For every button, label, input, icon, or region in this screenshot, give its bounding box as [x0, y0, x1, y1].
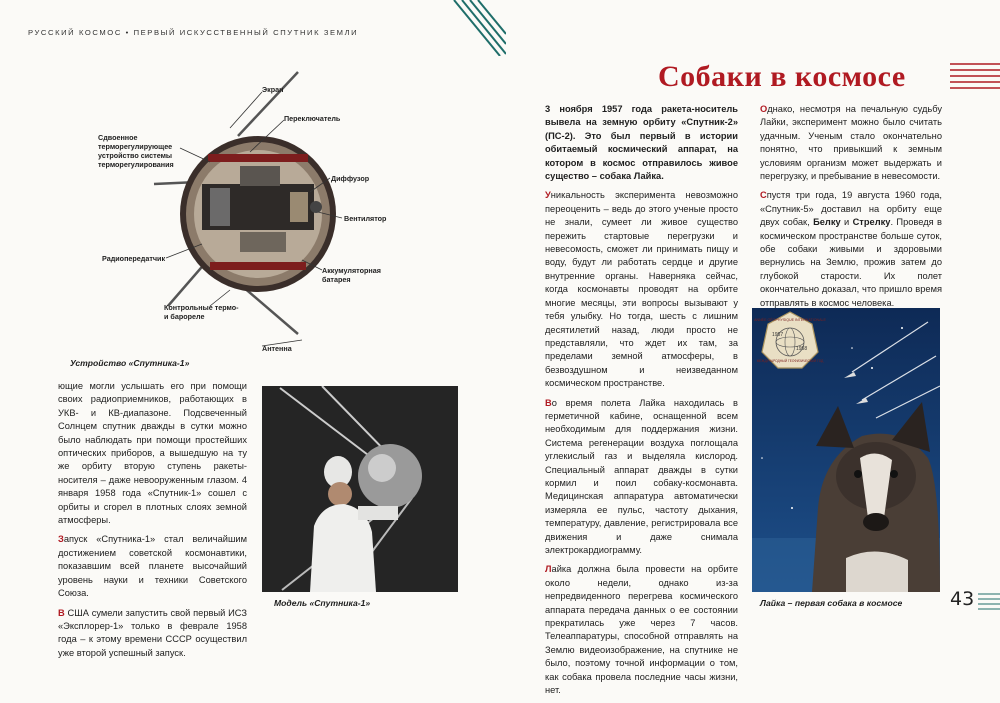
page-number: 43	[950, 588, 975, 610]
label-termoregulyatory: Сдвоенное терморегулирующее устройство системы терморегулирования	[98, 133, 174, 169]
photo-caption: Модель «Спутника-1»	[274, 598, 371, 608]
column-3	[760, 103, 942, 316]
label-pereklyuchatel: Переключатель	[284, 114, 341, 123]
poster-caption: Лайка – первая собака в космосе	[760, 598, 903, 608]
col1-paragraph: В США сумели запустить свой первый ИСЗ «Эксплорер-1» только в феврале 1958 года – к этому времени СССР осуществил уже второй успешный запуск.	[58, 607, 247, 658]
label-ventilyator: Вентилятор	[344, 214, 387, 223]
laika-poster	[752, 308, 940, 592]
lead-paragraph: 3 ноября 1957 года ракета-носитель вывела на земную орбиту «Спутник-2» (ПС-2). Это был первый в истории обитаемый космический аппарат, на котором в космос отправилось живое существо – собака Лайка.	[545, 104, 738, 182]
col3-paragraph: Однако, несмотря на печальную судьбу Лайки, эксперимент можно было считать удачным. Ученым стало окончательно понятно, что привыкший к земным условиям организм может выдержать и перегрузку, и пребывание в невесомости.	[760, 104, 942, 182]
badge-bottom-text: МЕЖДУНАРОДНЫЙ ГЕОФИЗИЧЕСКИЙ ГОД	[756, 359, 824, 363]
label-akkumulyator: Аккумуляторная батарея	[322, 266, 381, 284]
badge-top-text: ANNÉE GÉOPHYSIQUE INTERNATIONALE	[754, 318, 826, 322]
col1-paragraph: Запуск «Спутника-1» стал величайшим достижением советской космонавтики, показавшим всей планете высочайший уровень науки и техники Советского Союза.	[58, 534, 247, 599]
label-ekran: Экран	[262, 85, 284, 94]
col2-paragraph: Лайка должна была провести на орбите около недели, однако из-за непредвиденного перегрева космического аппарата передача данных о ее состоянии прекратилась уже через 7 часов. Телеаппаратуры, способной отправлять на Землю видеоизображение, на спутнике не было, поэтому точной информации о том, как собака провела последние часы жизни, нет.	[545, 564, 738, 696]
page-title: Собаки в космосе	[658, 60, 906, 93]
title-rules	[950, 60, 1000, 92]
drop-initial: В	[58, 607, 65, 618]
drop-initial: С	[760, 190, 767, 201]
col3-paragraph: Спустя три года, 19 августа 1960 года, «Спутник-5» доставил на орбиту еще двух собак, Белку и Стрелку. Проведя в космическом пространстве больше суток, обе собаки живыми и здоровыми вернулись на Землю, прожив затем до глубокой старости. Их полет окончательно доказал, что пришло время отправлять в космос человека.	[760, 190, 942, 308]
badge-year-right: 1958	[796, 346, 808, 352]
decorative-stripes	[448, 0, 506, 56]
drop-initial: О	[760, 104, 768, 114]
running-title: РУССКИЙ КОСМОС • ПЕРВЫЙ ИСКУССТВЕННЫЙ СПУТНИК ЗЕМЛИ	[28, 28, 359, 37]
col2-paragraph: Во время полета Лайка находилась в герметичной кабине, оснащенной всем необходимым для поддержания жизни. Система регенерации воздуха поглощала углекислый газ и выделяла кислород. Специальный аппарат дважды в сутки кормил и поил собаку-космонавта. Медицинская аппаратура автоматически измеряла ее пульс, частоту дыхания, температуру, давление, регистрировала все движения и даже снимала электрокардиограмму.	[545, 397, 738, 555]
drop-initial: В	[545, 397, 552, 408]
diagram-leader-lines	[90, 80, 390, 360]
label-radioperedatchik: Радиопередатчик	[102, 254, 166, 263]
drop-initial: З	[58, 534, 64, 545]
col1-paragraph: ющие могли услышать его при помощи своих радиоприемников, работающих в УКВ- и КВ-диапазоне. Подсвеченный Солнцем спутник дважды в сутки можно было наблюдать при помощи простейших оптических приборов, а вышедшую на ту же орбиту вторую ступень ракеты-носителя – даже невооруженным глазом. 4 января 1958 года «Спутник-1» сошел с орбиты и сгорел в плотных слоях земной атмосферы.	[58, 381, 247, 526]
label-antenna: Антенна	[262, 344, 292, 353]
column-2	[545, 103, 738, 703]
label-diffuzor: Диффузор	[331, 174, 370, 183]
sputnik-model-photo	[262, 386, 458, 592]
col2-paragraph: Уникальность эксперимента невозможно переоценить – ведь до этого ученые просто не знали, сумеет ли живое существо пережить стартовые перегрузки и невесомость, сможет ли принимать пищу и воду, будут ли работать сердце и другие внутренние органы. Наверняка сейчас, когда космонавты проводят на орбите многие месяцы, эти вопросы вызывают у тебя улыбку. Но тогда, шесть с лишним десятилетий назад, люди просто не представляли, что ждет их там, за пределами земной атмосферы, в безвоздушном и неизведанном космическом пространстве.	[545, 190, 738, 389]
drop-initial: Л	[545, 564, 552, 575]
column-1	[58, 380, 247, 666]
diagram-caption: Устройство «Спутника-1»	[70, 358, 190, 368]
badge-year-left: 1957	[772, 332, 784, 338]
label-rele: Контрольные термо- и барореле	[164, 303, 239, 321]
drop-initial: У	[545, 190, 551, 201]
